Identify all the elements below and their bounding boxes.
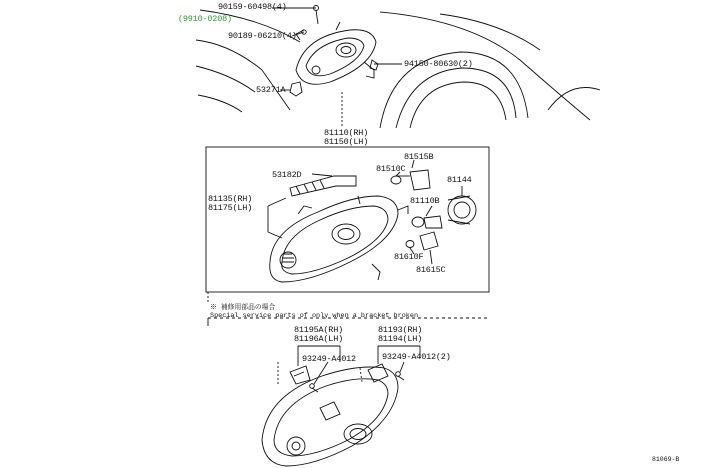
part-53182d[interactable]: 53182D <box>272 170 302 180</box>
part-81610f[interactable]: 81610F <box>394 252 424 262</box>
part-81196a-lh[interactable]: 81196A(LH) <box>294 334 344 344</box>
part-81510c[interactable]: 81510C <box>376 164 406 174</box>
figure-code: 81069-B <box>652 456 680 463</box>
part-81144[interactable]: 81144 <box>447 175 472 185</box>
part-93249-a4012-2[interactable]: 93249-A4012(2) <box>382 352 451 362</box>
top-leader-lines <box>272 8 402 126</box>
bottom-headlight-assembly <box>262 367 398 466</box>
part-81110b[interactable]: 81110B <box>410 196 440 206</box>
main-headlight-assembly <box>270 196 408 282</box>
date-range: (9910-0208) <box>178 14 232 24</box>
part-81194-lh[interactable]: 81194(LH) <box>378 334 423 344</box>
part-81193-rh[interactable]: 81193(RH) <box>378 325 423 335</box>
part-81515b[interactable]: 81515B <box>404 152 434 162</box>
service-note-jp: ※ 補修用部品の場合 <box>210 304 276 312</box>
part-53271a[interactable]: 53271A <box>256 85 286 95</box>
vehicle-body-outline <box>196 10 600 128</box>
assembly-box <box>206 147 489 292</box>
part-81150-lh[interactable]: 81150(LH) <box>324 137 369 147</box>
top-headlight-assembly <box>290 6 378 97</box>
part-81110-rh[interactable]: 81110(RH) <box>324 128 369 138</box>
part-81615c[interactable]: 81615C <box>416 265 446 275</box>
service-note-en: Special service parts of only when a bracket broken <box>210 312 419 320</box>
part-94150[interactable]: 94150-80630(2) <box>404 59 473 69</box>
part-81175-lh[interactable]: 81175(LH) <box>208 203 253 213</box>
part-81135-rh[interactable]: 81135(RH) <box>208 194 253 204</box>
part-90159[interactable]: 90159-60498(4) <box>218 2 287 12</box>
part-81195a-rh[interactable]: 81195A(RH) <box>294 325 344 335</box>
part-93249-a4012[interactable]: 93249-A4012 <box>302 354 356 364</box>
part-90189[interactable]: 90189-06210(4) <box>228 31 297 41</box>
